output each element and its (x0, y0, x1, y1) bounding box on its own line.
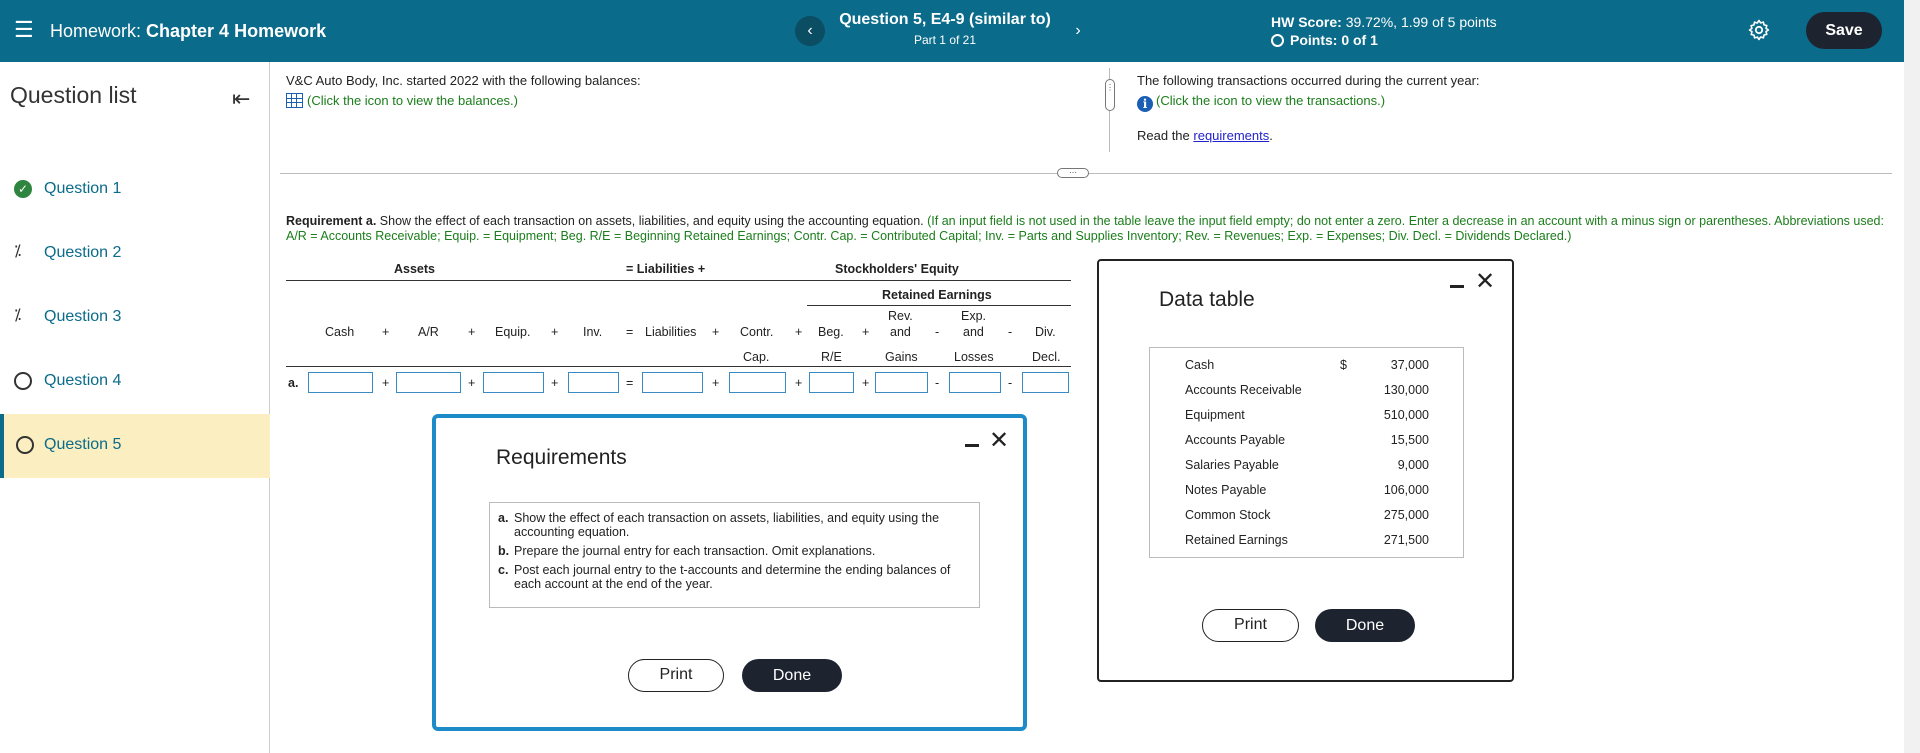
expenses-input[interactable] (949, 372, 1001, 393)
op-plus: + (382, 325, 390, 339)
requirements-dialog (432, 414, 1027, 731)
balances-table (1149, 347, 1464, 558)
account-value: 275,000 (1383, 508, 1429, 522)
requirement-item-text: Post each journal entry to the t-accounts and determine the ending balances of each account at the end of the year. (514, 563, 951, 591)
liabilities-input[interactable] (642, 372, 703, 393)
op-plus: + (795, 325, 803, 339)
table-row (1150, 402, 1463, 427)
balances-link-text[interactable]: (Click the icon to view the balances.) (307, 93, 518, 108)
table-row (1150, 427, 1463, 452)
op-plus: + (712, 376, 720, 390)
col-rev-2: and (890, 325, 911, 339)
op-plus: + (551, 325, 559, 339)
account-value: 510,000 (1383, 408, 1429, 422)
intro-balances-text: V&C Auto Body, Inc. started 2022 with the following balances: (286, 73, 641, 88)
table-row (1150, 502, 1463, 527)
homework-name: Chapter 4 Homework (146, 21, 327, 41)
requirement-text: Show the effect of each transaction on assets, liabilities, and equity using the accounting equation. (376, 214, 924, 228)
question-label: Question 4 (44, 372, 122, 389)
requirement-item-text: Prepare the journal entry for each transaction. Omit explanations. (514, 544, 876, 558)
col-inv: Inv. (583, 325, 603, 339)
col-div-2: Decl. (1032, 350, 1061, 364)
requirement-item-text: Show the effect of each transaction on assets, liabilities, and equity using the accounting equation. (514, 511, 940, 539)
stockholders-equity-header: Stockholders' Equity (835, 262, 959, 276)
table-row (1150, 352, 1463, 377)
read-requirements (1137, 128, 1273, 143)
col-contr-1: Contr. (740, 325, 774, 339)
account-value: 15,500 (1390, 433, 1429, 447)
question-label: Question 3 (44, 308, 122, 325)
print-button[interactable]: Print (628, 659, 724, 692)
col-contr-2: Cap. (743, 350, 770, 364)
requirements-list (489, 502, 980, 608)
col-beg-2: R/E (821, 350, 842, 364)
op-plus: + (382, 376, 390, 390)
question-label: Question 2 (44, 244, 122, 261)
table-row (1150, 527, 1463, 552)
partial-credit-icon: ⁒ (14, 243, 22, 260)
op-equals: = (626, 376, 634, 390)
account-value: 130,000 (1383, 383, 1429, 397)
op-plus: + (862, 325, 870, 339)
collapse-left-icon[interactable]: ⇤ (232, 86, 251, 111)
requirement-label: Requirement a. (286, 214, 377, 228)
op-equals: = (626, 325, 634, 339)
sidebar-item-question-1[interactable] (0, 158, 270, 222)
points-ring-icon (1271, 34, 1284, 47)
requirements-link[interactable]: requirements (1193, 128, 1270, 143)
col-exp-1: Exp. (961, 309, 987, 323)
op-plus: + (862, 376, 870, 390)
account-name: Accounts Receivable (1185, 383, 1302, 397)
question-list-title: Question list (10, 82, 137, 108)
done-button[interactable]: Done (742, 659, 842, 692)
print-button[interactable]: Print (1202, 609, 1299, 642)
op-minus: - (935, 325, 940, 339)
col-div-1: Div. (1035, 325, 1056, 339)
beginning-re-input[interactable] (809, 372, 854, 393)
sidebar-item-question-5[interactable] (0, 414, 270, 478)
col-rev-1: Rev. (888, 309, 913, 323)
account-value: 37,000 (1390, 358, 1429, 372)
menu-icon[interactable]: ☰ (14, 17, 34, 42)
read-suffix: . (1269, 128, 1273, 143)
horizontal-resize-handle[interactable]: ⋯ (1057, 168, 1089, 178)
top-bar (0, 0, 1904, 62)
account-name: Cash (1185, 358, 1215, 372)
columns-rule (286, 366, 1071, 367)
homework-title (50, 21, 326, 42)
vertical-resize-handle[interactable]: ⋮ (1105, 79, 1115, 111)
info-icon[interactable]: i (1137, 96, 1153, 112)
requirements-title: Requirements (496, 446, 627, 469)
gear-icon[interactable] (1747, 18, 1771, 42)
transactions-link-text[interactable]: (Click the icon to view the transactions.) (1156, 93, 1386, 108)
account-value: 271,500 (1383, 533, 1429, 547)
points-label: Points: 0 of 1 (1290, 32, 1378, 48)
question-part: Part 1 of 21 (913, 33, 977, 47)
check-icon: ✓ (14, 180, 32, 198)
previous-question-button[interactable]: ‹ (795, 16, 825, 46)
hw-score-value: 39.72%, 1.99 of 5 points (1345, 14, 1497, 30)
close-icon[interactable]: ✕ (989, 427, 1010, 454)
requirement-instructions (286, 214, 1891, 244)
save-button[interactable]: Save (1806, 12, 1882, 49)
question-label: Question 1 (44, 180, 122, 197)
requirement-letter: c. (498, 563, 509, 577)
account-name: Notes Payable (1185, 483, 1267, 497)
dividends-input[interactable] (1022, 372, 1069, 393)
close-icon[interactable]: ✕ (1475, 268, 1496, 295)
header-rule (286, 280, 1071, 281)
account-value: 106,000 (1383, 483, 1429, 497)
op-plus: + (712, 325, 720, 339)
retained-earnings-header: Retained Earnings (882, 288, 992, 302)
table-grid-icon[interactable] (286, 93, 303, 108)
col-beg-1: Beg. (818, 325, 844, 339)
data-table-dialog (1097, 259, 1514, 682)
transactions-link[interactable] (1137, 93, 1385, 112)
ar-input[interactable] (396, 372, 461, 393)
currency-symbol: $ (1340, 358, 1347, 372)
minimize-icon[interactable] (1450, 285, 1464, 288)
table-row (1150, 477, 1463, 502)
requirement-item-b (496, 544, 973, 558)
done-button[interactable]: Done (1315, 609, 1415, 642)
op-plus: + (551, 376, 559, 390)
op-minus: - (1008, 376, 1013, 390)
account-value: 9,000 (1397, 458, 1429, 472)
inv-input[interactable] (568, 372, 619, 393)
question-label: Question 5 (44, 436, 122, 453)
liabilities-group-header: = Liabilities + (626, 262, 706, 276)
data-table-title: Data table (1159, 288, 1255, 311)
homework-prefix: Homework: (50, 21, 142, 41)
retained-earnings-rule (807, 305, 1071, 306)
col-liabilities: Liabilities (645, 325, 697, 339)
op-minus: - (935, 376, 940, 390)
unanswered-circle-icon (14, 372, 32, 390)
hw-score-label: HW Score: (1271, 14, 1342, 30)
col-cash: Cash (325, 325, 355, 339)
col-equip: Equip. (495, 325, 531, 339)
col-exp-3: Losses (954, 350, 994, 364)
account-name: Common Stock (1185, 508, 1271, 522)
sidebar-item-question-2[interactable] (0, 222, 270, 286)
question-list-sidebar (0, 62, 270, 753)
requirement-item-a (496, 511, 973, 539)
read-prefix: Read the (1137, 128, 1190, 143)
next-question-button[interactable]: › (1075, 22, 1081, 39)
assets-header: Assets (394, 262, 435, 276)
cash-input[interactable] (308, 372, 373, 393)
account-name: Equipment (1185, 408, 1245, 422)
points-status (1271, 32, 1378, 48)
account-name: Retained Earnings (1185, 533, 1288, 547)
revenues-input[interactable] (875, 372, 928, 393)
table-row (1150, 377, 1463, 402)
equip-input[interactable] (483, 372, 544, 393)
contributed-capital-input[interactable] (729, 372, 786, 393)
requirement-item-c (496, 563, 973, 591)
col-exp-2: and (963, 325, 984, 339)
requirement-letter: a. (498, 511, 509, 525)
sidebar-item-question-4[interactable] (0, 350, 270, 414)
account-name: Salaries Payable (1185, 458, 1279, 472)
unanswered-circle-icon (16, 436, 34, 454)
op-plus: + (468, 376, 476, 390)
op-plus: + (468, 325, 476, 339)
scrollbar[interactable] (1904, 0, 1920, 753)
requirement-note: (If an input field is not used in the table leave the input field empty; do not enter a zero. Enter a decrease in an account with a minus sign or parentheses. Abbreviations used: A/R = Accounts Receivable; Equip. = Equipment; Beg. R/E = Beginning Retained Earnings; Contr. Cap. = Contributed Capital; Inv. = Parts and Supplies Inventory; Rev. = Revenues; Exp. = Expenses; Div. Decl. = Dividends Declared.) (286, 214, 1884, 243)
partial-credit-icon: ⁒ (14, 307, 22, 324)
op-minus: - (1008, 325, 1013, 339)
question-title[interactable]: Question 5, E4-9 (similar to) (839, 11, 1051, 28)
row-label: a. (288, 376, 299, 390)
col-rev-3: Gains (885, 350, 918, 364)
requirement-letter: b. (498, 544, 510, 558)
intro-transactions-text: The following transactions occurred during the current year: (1137, 73, 1480, 88)
balances-link[interactable] (286, 93, 518, 108)
minimize-icon[interactable] (965, 444, 979, 447)
sidebar-item-question-3[interactable] (0, 286, 270, 350)
col-ar: A/R (418, 325, 439, 339)
hw-score (1271, 14, 1497, 30)
table-row (1150, 452, 1463, 477)
op-plus: + (795, 376, 803, 390)
account-name: Accounts Payable (1185, 433, 1286, 447)
